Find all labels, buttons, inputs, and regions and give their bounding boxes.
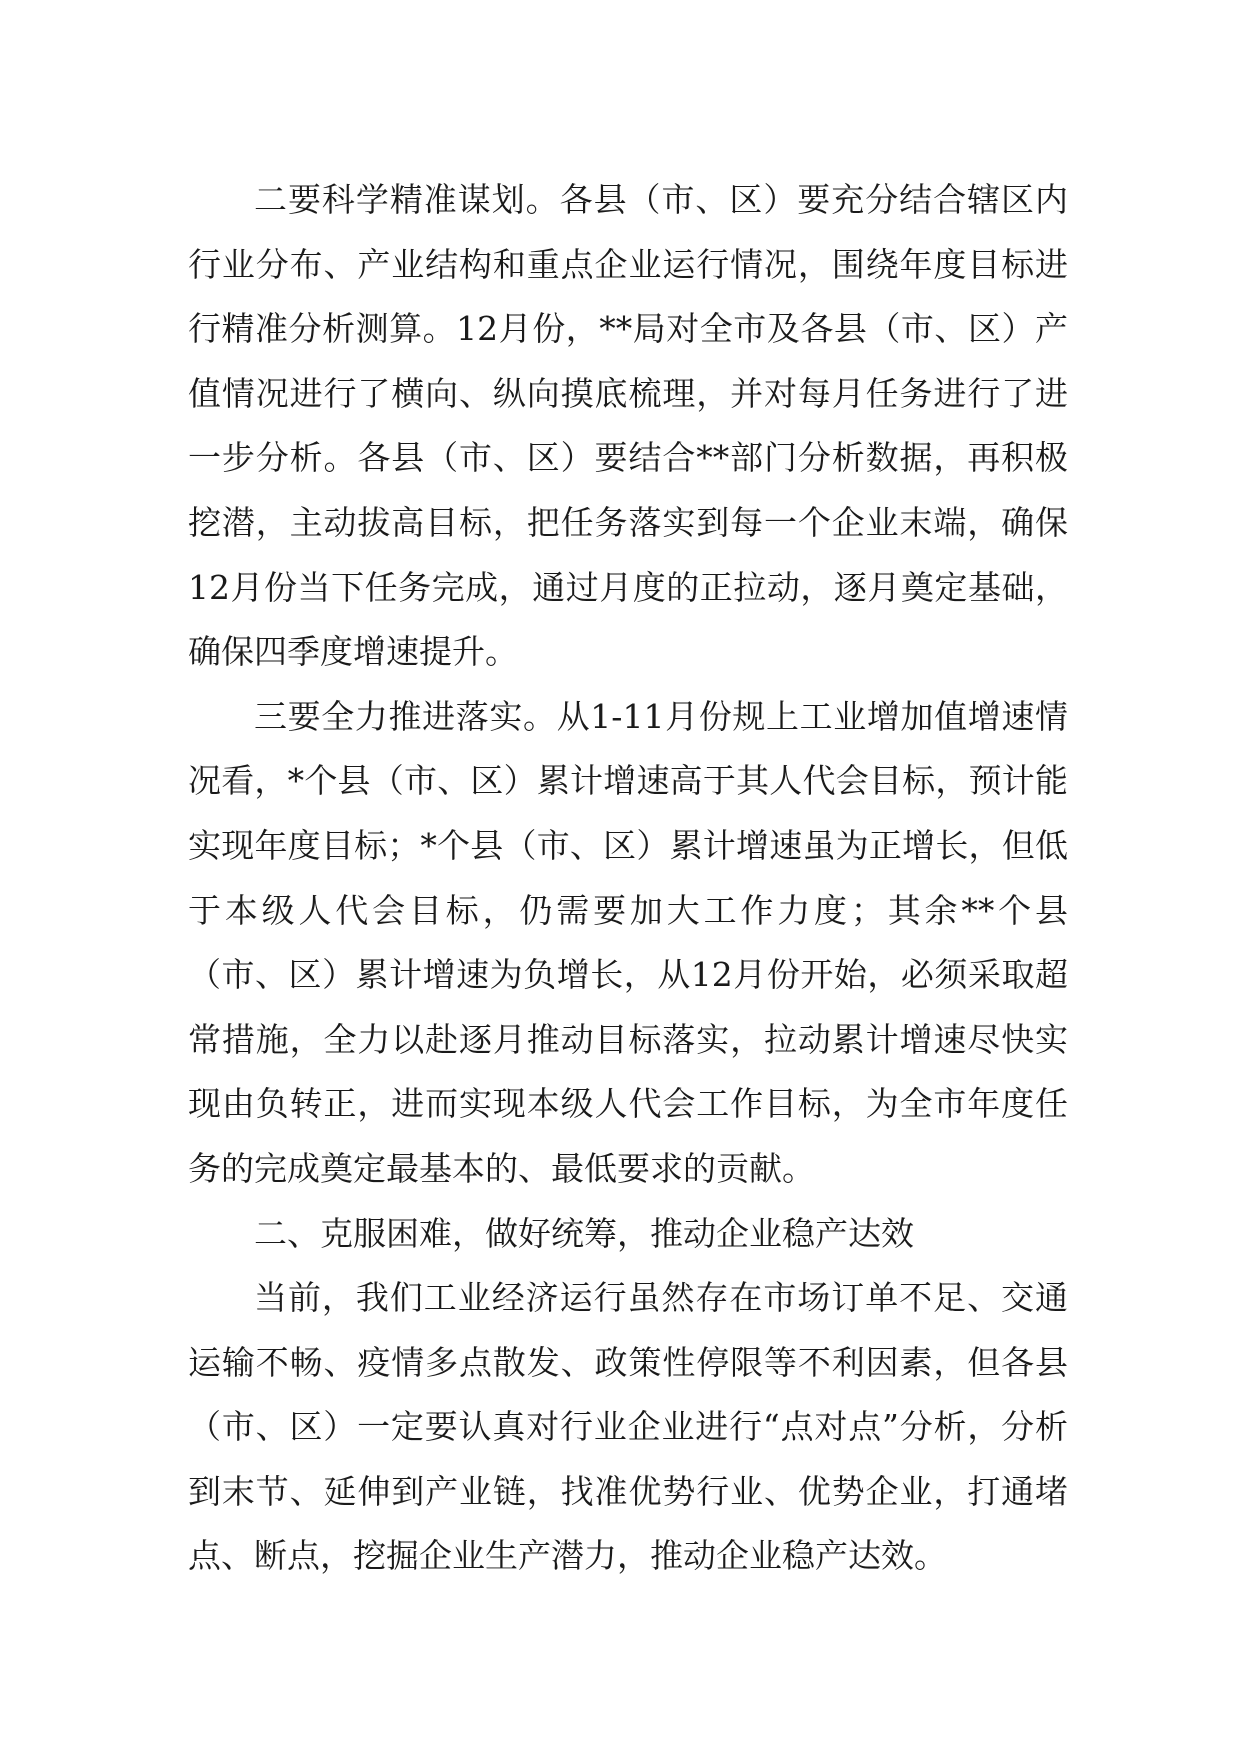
- paragraph-promote-implementation: 三要全力推进落实。从1-11月份规上工业增加值增速情况看，*个县（市、区）累计增速高于其人代会目标，预计能实现年度目标；*个县（市、区）累计增速虽为正增长，但低于本级人代会目标，仍需要加大工作力度；其余**个县（市、区）累计增速为负增长，从12月份开始，必须采取超常措施，全力以赴逐月推动目标落实，拉动累计增速尽快实现由负转正，进而实现本级人代会工作目标，为全市年度任务的完成奠定最基本的、最低要求的贡献。: [188, 696, 1068, 1188]
- paragraph-current-situation: 当前，我们工业经济运行虽然存在市场订单不足、交通运输不畅、疫情多点散发、政策性停限等不利因素，但各县（市、区）一定要认真对行业企业进行“点对点”分析，分析到末节、延伸到产业链，找准优势行业、优势企业，打通堵点、断点，挖掘企业生产潜力，推动企业稳产达效。: [188, 1278, 1068, 1576]
- section-heading-stabilize-production: 二、克服困难，做好统筹，推动企业稳产达效: [254, 1213, 914, 1253]
- document-body: [188, 168, 1068, 1589]
- paragraph-scientific-planning: 二要科学精准谋划。各县（市、区）要充分结合辖区内行业分布、产业结构和重点企业运行情况，围绕年度目标进行精准分析测算。12月份，**局对全市及各县（市、区）产值情况进行了横向、纵向摸底梳理，并对每月任务进行了进一步分析。各县（市、区）要结合**部门分析数据，再积极挖潜，主动拔高目标，把任务落实到每一个企业末端，确保12月份当下任务完成，通过月度的正拉动，逐月奠定基础，确保四季度增速提升。: [188, 180, 1068, 672]
